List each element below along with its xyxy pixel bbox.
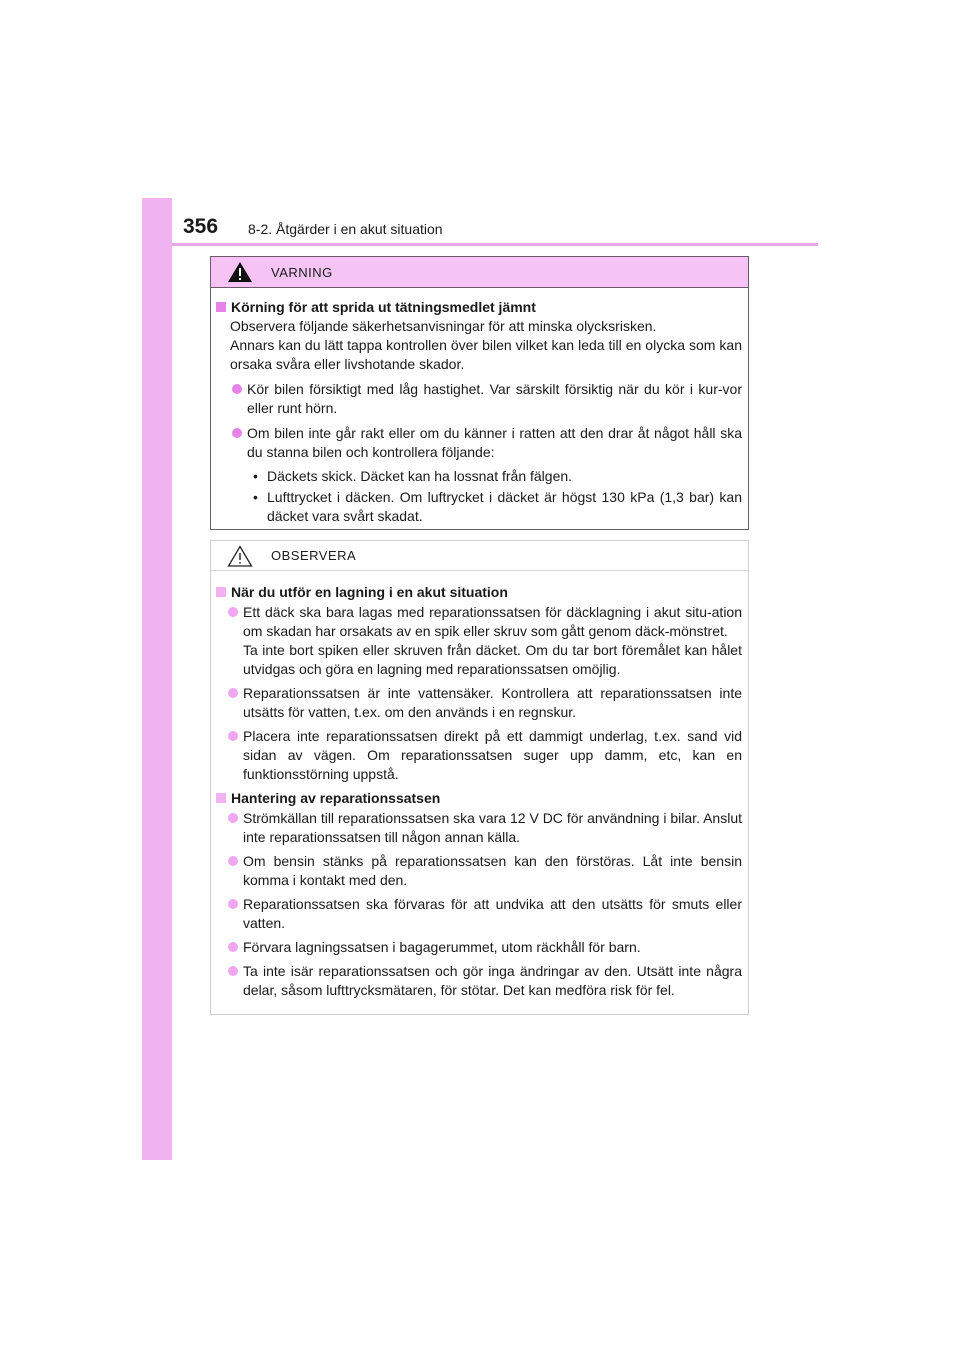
- list-item: [215, 727, 742, 784]
- circle-bullet-icon: [232, 384, 242, 394]
- list-item: [215, 895, 742, 933]
- notice-heading-text: Hantering av reparationssatsen: [231, 790, 441, 806]
- notice-body: [211, 571, 748, 1000]
- list-item-text: Placera inte reparationssatsen direkt på ett dammigt underlag, t.ex. sand vid sidan av vägen. Om reparationssatsen suger upp damm, etc, kan en funktionsstörning uppstå.: [243, 728, 742, 782]
- notice-heading-2: [215, 789, 742, 808]
- warning-box: [210, 256, 749, 530]
- header-divider: [172, 243, 818, 246]
- notice-heading-1: [215, 583, 742, 602]
- sub-list-item-text: Däckets skick. Däcket kan ha lossnat från fälgen.: [267, 468, 573, 484]
- list-item: [215, 424, 742, 462]
- list-item: [215, 603, 742, 679]
- sub-bullet: •: [253, 468, 258, 484]
- circle-bullet-icon: [228, 607, 238, 617]
- circle-bullet-icon: [228, 899, 238, 909]
- circle-bullet-icon: [228, 688, 238, 698]
- list-item: [215, 938, 742, 957]
- warning-heading: [215, 298, 742, 317]
- caution-triangle-icon: [227, 545, 253, 567]
- list-item-text: Om bensin stänks på reparationssatsen kan den förstöras. Låt inte bensin komma i kontakt med den.: [243, 853, 742, 888]
- circle-bullet-icon: [228, 856, 238, 866]
- list-item-text: Ta inte isär reparationssatsen och gör inga ändringar av den. Utsätt inte några delar, såsom lufttrycksmätaren, för stötar. Det kan medföra risk för fel.: [243, 963, 742, 998]
- notice-header: [211, 541, 748, 571]
- list-item-text: Förvara lagningssatsen i bagagerummet, utom räckhåll för barn.: [243, 939, 641, 955]
- list-item-text: Om bilen inte går rakt eller om du känner i ratten att den drar åt något håll ska du stanna bilen och kontrollera följande:: [247, 425, 742, 460]
- chapter-side-tab: [142, 198, 172, 1160]
- circle-bullet-icon: [228, 731, 238, 741]
- list-item-text: Kör bilen försiktigt med låg hastighet. Var särskilt försiktig när du kör i kur-vor eller runt hörn.: [247, 381, 742, 416]
- warning-intro-1: Observera följande säkerhetsanvisningar för att minska olycksrisken.: [230, 318, 657, 334]
- sub-bullet: •: [253, 489, 258, 505]
- list-item-text: [243, 603, 742, 679]
- list-item-text: Reparationssatsen är inte vattensäker. Kontrollera att reparationssatsen inte utsätts för vatten, t.ex. om den används i en regnskur.: [243, 685, 742, 720]
- sub-list-item-text: Lufttrycket i däcken. Om luftrycket i däcket är högst 130 kPa (1,3 bar) kan däcket vara svårt skadat.: [267, 489, 742, 524]
- page-number: 356: [183, 215, 219, 238]
- warning-label: VARNING: [271, 264, 333, 280]
- square-bullet-icon: [216, 302, 226, 312]
- square-bullet-icon: [216, 793, 226, 803]
- notice-heading-text: När du utför en lagning i en akut situation: [231, 584, 508, 600]
- list-item-text-extra: Ta inte bort spiken eller skruven från däcket. Om du tar bort föremålet kan hålet utvidgas och göra en lagning med reparationssatsen omöjlig.: [243, 642, 742, 677]
- list-item: [215, 809, 742, 847]
- list-item: [215, 962, 742, 1000]
- list-item-text-main: Ett däck ska bara lagas med reparationssatsen för däcklagning i akut situ-ation om skadan har orsakats av en spik eller skruv som gått genom däck-mönstret.: [243, 604, 742, 639]
- circle-bullet-icon: [232, 428, 242, 438]
- warning-body: [211, 288, 748, 526]
- warning-intro-2: Annars kan du lätt tappa kontrollen över bilen vilket kan leda till en olycka som kan orsaka svåra eller livshotande skador.: [230, 337, 742, 372]
- sub-list-item: [215, 488, 742, 526]
- circle-bullet-icon: [228, 813, 238, 823]
- circle-bullet-icon: [228, 942, 238, 952]
- square-bullet-icon: [216, 587, 226, 597]
- list-item: [215, 380, 742, 418]
- warning-header: [211, 257, 748, 288]
- list-item-text: Reparationssatsen ska förvaras för att undvika att den utsätts för smuts eller vatten.: [243, 896, 742, 931]
- sub-list-item: [215, 467, 742, 486]
- section-title: 8-2. Åtgärder i en akut situation: [248, 221, 443, 237]
- notice-box: [210, 540, 749, 1015]
- circle-bullet-icon: [228, 966, 238, 976]
- list-item: [215, 852, 742, 890]
- warning-heading-text: Körning för att sprida ut tätningsmedlet jämnt: [231, 299, 536, 315]
- notice-label: OBSERVERA: [271, 548, 357, 563]
- warning-triangle-icon: [227, 261, 253, 283]
- list-item: [215, 684, 742, 722]
- list-item-text: Strömkällan till reparationssatsen ska vara 12 V DC för användning i bilar. Anslut inte reparationssatsen till någon annan källa.: [243, 810, 742, 845]
